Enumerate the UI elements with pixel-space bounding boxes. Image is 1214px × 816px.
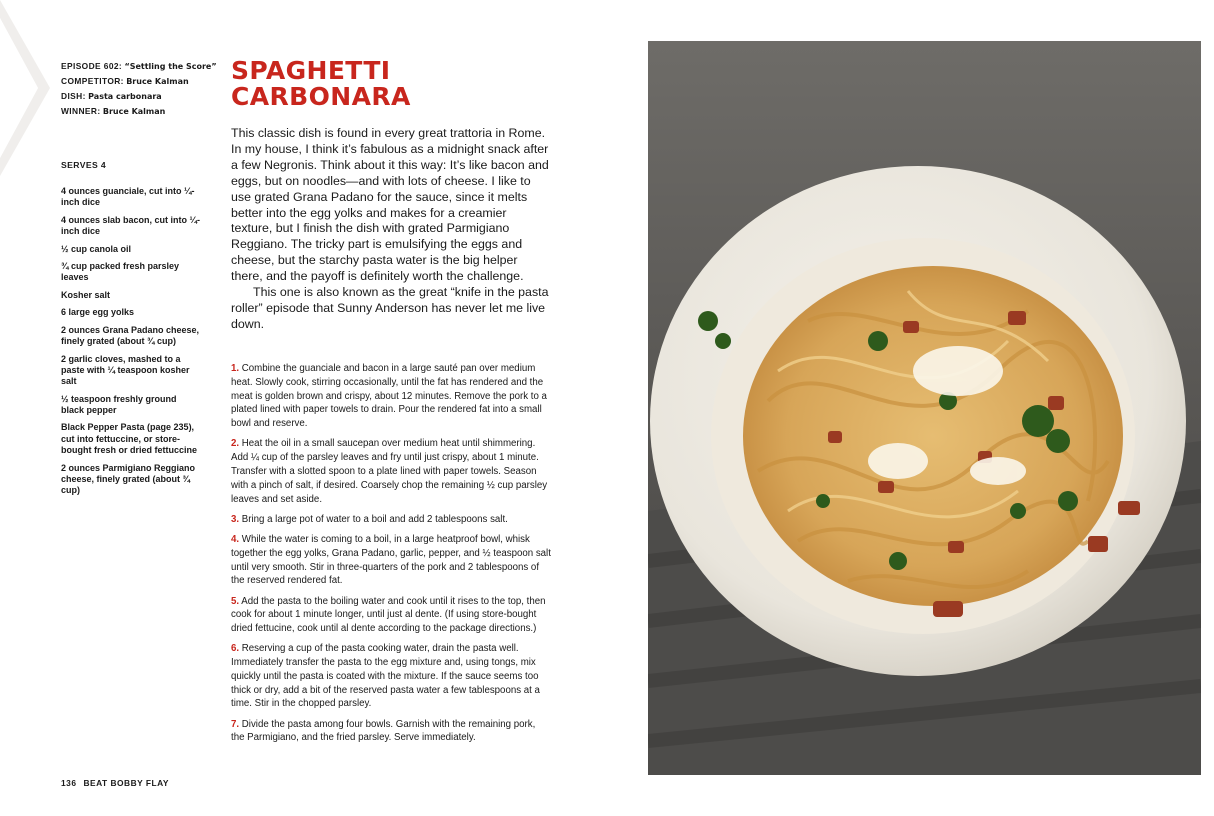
method-step	[231, 362, 551, 431]
method-steps	[231, 362, 551, 752]
step-text: Add the pasta to the boiling water and cook until it rises to the top, then cook for about 1 minute longer, until just al dente. (If using store-bought dried fettucine, cook until al dente according to the package directions.)	[231, 595, 546, 635]
page-footer	[61, 778, 176, 788]
recipe-title-line: CARBONARA	[231, 82, 411, 111]
step-number: 2.	[231, 438, 240, 450]
step-number: 1.	[231, 363, 240, 374]
step-text: Reserving a cup of the pasta cooking water, drain the pasta well. Immediately transfer the pasta to the egg mixture and, using tongs, mix quickly until the pasta is coated with the mixture. If the sauce seems too thick or dry, add a bit of the reserved pasta water a few tablespoons at a time. Stir in the chopped parsley.	[231, 643, 540, 710]
serves-label: SERVES 4	[61, 160, 107, 170]
step-text: While the water is coming to a boil, in a large heatproof bowl, whisk together the egg yolks, Grana Padano, garlic, pepper, and ½ teaspoon salt until very smooth. Stir in three-quarters of the pork and 2 tablespoons of the reserved rendered fat.	[231, 533, 551, 587]
ingredient-item: 2 garlic cloves, mashed to a paste with ¼ teaspoon kosher salt	[61, 353, 190, 387]
dish-photo	[648, 41, 1201, 775]
method-step	[231, 437, 551, 506]
ingredient-item: ½ teaspoon freshly ground black pepper	[61, 393, 177, 415]
episode-meta	[61, 59, 217, 119]
step-text: Bring a large pot of water to a boil and add 2 tablespoons salt.	[241, 513, 508, 525]
ingredient-item: 6 large egg yolks	[61, 307, 135, 318]
winner-line: WINNER: Bruce Kalman	[61, 106, 166, 116]
method-step	[231, 595, 551, 636]
ingredient-item: 2 ounces Parmigiano Reggiano cheese, finely grated (about ¾ cup)	[61, 462, 196, 496]
book-title: BEAT BOBBY FLAY	[83, 778, 170, 788]
ingredient-item: 4 ounces slab bacon, cut into ¼-inch dice	[61, 214, 201, 237]
recipe-title-line: SPAGHETTI	[231, 56, 391, 85]
recipe-intro	[231, 126, 549, 333]
winner-value: Bruce Kalman	[102, 107, 166, 116]
ingredient-item: 4 ounces guanciale, cut into ¼-inch dice	[61, 186, 195, 208]
ingredient-item: 2 ounces Grana Padano cheese, finely grated (about ¾ cup)	[61, 324, 200, 347]
dish-line: DISH: Pasta carbonara	[61, 91, 162, 101]
step-number: 4.	[231, 533, 240, 545]
intro-paragraph: This one is also known as the great “knife in the pasta roller” episode that Sunny Anderson has never let me live down.	[231, 285, 549, 331]
episode-value: “Settling the Score”	[124, 62, 217, 71]
competitor-value: Bruce Kalman	[126, 77, 189, 86]
ingredient-item: Kosher salt	[61, 289, 111, 300]
step-number: 5.	[231, 595, 240, 607]
step-number: 3.	[231, 513, 240, 525]
step-number: 6.	[231, 643, 240, 655]
ingredient-item: ¾ cup packed fresh parsley leaves	[61, 261, 180, 283]
ingredient-item: Black Pepper Pasta (page 235), cut into fettuccine, or store-bought fresh or dried fettuccine	[61, 422, 198, 456]
method-step	[231, 642, 551, 711]
method-step	[231, 513, 551, 527]
dish-value: Pasta carbonara	[88, 92, 162, 101]
step-text: Heat the oil in a small saucepan over medium heat until shimmering. Add ¼ cup of the parsley leaves and fry until just crispy, about 1 minute. Transfer with a slotted spoon to a plate lined with paper towels. Season with a pinch of salt, if desired. Coarsely chop the remaining ½ cup parsley leaves and set aside.	[231, 438, 548, 505]
method-step	[231, 718, 551, 746]
step-number: 7.	[231, 718, 240, 730]
intro-paragraph: This classic dish is found in every great trattoria in Rome. In my house, I think it’s fabulous as a midnight snack after a few Negronis. Think about it this way: It’s like bacon and eggs, but on noodles—and with lots of cheese. I like to use grated Grana Padano for the sauce, since it melts better into the egg yolks and makes for a creamier texture, but I finish the dish with grated Parmigiano Reggiano. The tricky part is emulsifying the eggs and cheese, but the starchy pasta water is the big helper there, and the payoff is definitely worth the challenge.	[231, 126, 549, 284]
method-step	[231, 533, 551, 588]
page-number: 136	[61, 778, 77, 788]
pasta-bowl-image	[648, 41, 1201, 775]
ingredient-list	[61, 186, 201, 503]
step-text: Combine the guanciale and bacon in a large sauté pan over medium heat. Slowly cook, stirring occasionally, until the fat has rendered and the meat is golden brown and crispy, about 12 minutes. Remove the pork to a plated lined with paper towels to drain. Pour the rendered fat into a small bowl and reserve.	[231, 363, 547, 430]
corner-tab-shape	[0, 0, 54, 176]
episode-line: EPISODE 602: “Settling the Score”	[61, 61, 217, 71]
competitor-line: COMPETITOR: Bruce Kalman	[61, 76, 189, 86]
step-text: Divide the pasta among four bowls. Garnish with the remaining pork, the Parmigiano, and the fried parsley. Serve immediately.	[231, 718, 536, 744]
ingredient-item: ½ cup canola oil	[61, 243, 132, 254]
recipe-title	[231, 58, 411, 110]
